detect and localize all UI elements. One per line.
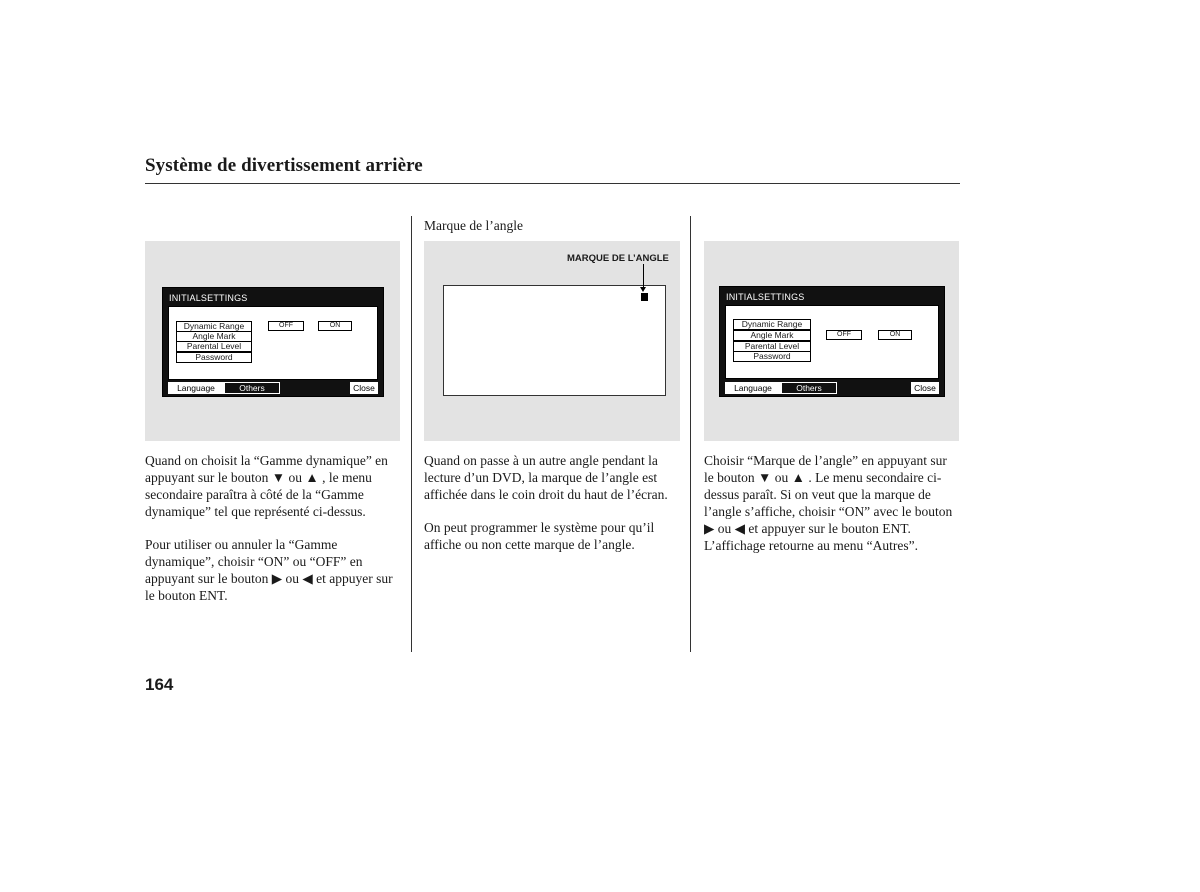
menu-item-parental-level[interactable]: Parental Level — [733, 341, 811, 352]
page-title: Système de divertissement arrière — [145, 155, 423, 176]
close-button[interactable]: Close — [911, 382, 939, 394]
column-divider-1 — [411, 216, 412, 652]
menu-item-dynamic-range[interactable]: Dynamic Range — [176, 321, 252, 332]
menu-item-parental-level[interactable]: Parental Level — [176, 341, 252, 352]
off-button[interactable]: OFF — [826, 330, 862, 340]
tab-others[interactable]: Others — [781, 382, 837, 394]
menu-item-password[interactable]: Password — [176, 352, 252, 363]
angle-mark-caption: Marque de l’angle — [424, 218, 523, 233]
off-button[interactable]: OFF — [268, 321, 304, 331]
tab-others[interactable]: Others — [224, 382, 280, 394]
screen-title: INITIALSETTINGS — [726, 292, 805, 302]
initial-settings-screen-1 — [162, 287, 384, 397]
tab-language[interactable]: Language — [725, 382, 781, 394]
col3-paragraph-1: Choisir “Marque de l’angle” en appuyant sur le bouton ▼ ou ▲ . Le menu secondaire ci-dessus paraît. Si on veut que la marque de l’angle s’affiche, choisir “ON” avec le bouton ▶ ou ◀ et appuyer sur le bouton ENT. L’affichage retourne au menu “Autres”. — [704, 453, 953, 553]
angle-mark-icon — [641, 293, 648, 301]
col2-paragraph-1: Quand on passe à un autre angle pendant la lecture d’un DVD, la marque de l’angle est affichée dans le coin droit du haut de l’écran. — [424, 453, 668, 502]
col1-paragraph-1: Quand on choisit la “Gamme dynamique” en appuyant sur le bouton ▼ ou ▲ , le menu secondaire paraîtra à côté de la “Gamme dynamique” tel que représenté ci-dessus. — [145, 453, 388, 519]
close-button[interactable]: Close — [350, 382, 378, 394]
page-number: 164 — [145, 675, 174, 694]
column-divider-2 — [690, 216, 691, 652]
col2-paragraph-2: On peut programmer le système pour qu’il affiche ou non cette marque de l’angle. — [424, 520, 655, 552]
menu-item-angle-mark[interactable]: Angle Mark — [733, 330, 811, 341]
callout-arrow-icon — [640, 287, 646, 292]
on-button[interactable]: ON — [878, 330, 912, 340]
tab-language[interactable]: Language — [168, 382, 224, 394]
angle-mark-callout: MARQUE DE L’ANGLE — [567, 253, 669, 264]
menu-item-dynamic-range[interactable]: Dynamic Range — [733, 319, 811, 330]
screen-title: INITIALSETTINGS — [169, 293, 248, 303]
col1-paragraph-2: Pour utiliser ou annuler la “Gamme dynamique”, choisir “ON” ou “OFF” en appuyant sur le bouton ▶ ou ◀ et appuyer sur le bouton ENT. — [145, 537, 393, 603]
title-rule — [145, 183, 960, 184]
dvd-screen — [443, 285, 666, 396]
initial-settings-screen-3 — [719, 286, 945, 397]
on-button[interactable]: ON — [318, 321, 352, 331]
menu-item-password[interactable]: Password — [733, 351, 811, 362]
menu-item-angle-mark[interactable]: Angle Mark — [176, 331, 252, 342]
